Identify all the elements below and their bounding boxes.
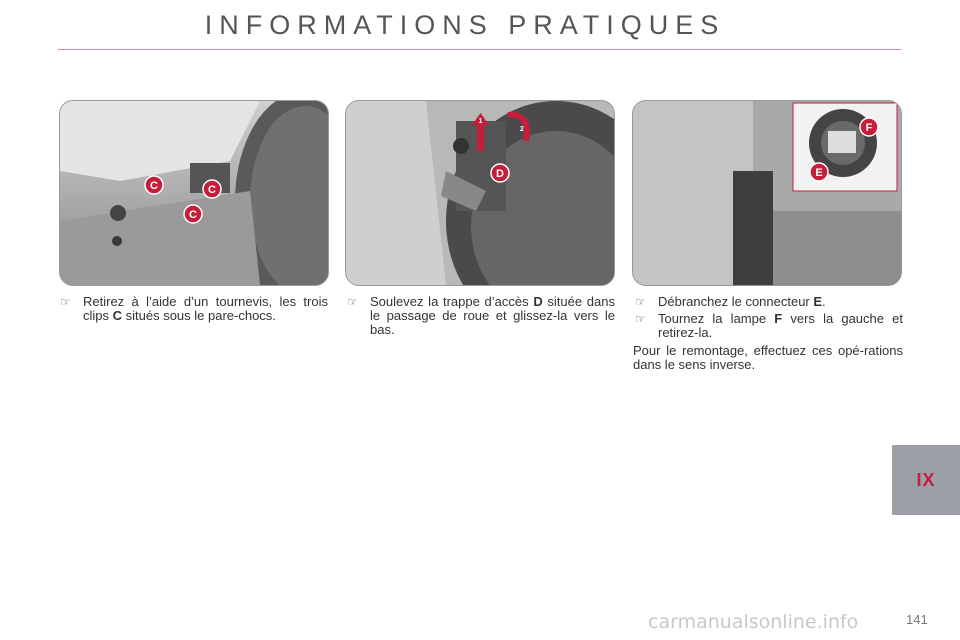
instructions-column-2 [345,295,615,340]
pointing-hand-icon: ☞ [347,295,358,309]
pointing-hand-icon: ☞ [635,312,646,326]
arrow-1-label: 1 [478,118,483,125]
pointing-hand-icon: ☞ [635,295,646,309]
chapter-label: IX [916,469,936,490]
chapter-tab [892,445,960,515]
callout-c-2: C [208,184,216,196]
instructions-column-1 [58,295,328,326]
title-divider [58,49,901,50]
photo-bumper-clips [59,100,329,286]
callout-e: E [815,167,823,179]
callout-d: D [496,168,504,180]
photo-wheel-arch-hatch [345,100,615,286]
instructions-column-3 [633,295,903,372]
pointing-hand-icon: ☞ [60,295,71,309]
step-turn-lamp: ☞ Tournez la lampe F vers la gauche et retirez-la. [635,311,903,340]
step-lift-hatch: ☞ Soulevez la trappe d’accès D située dans le passage de roue et glissez-la vers le bas. [347,294,615,337]
page-number: 141 [906,612,928,627]
callout-f: F [865,122,873,134]
reassembly-note: Pour le remontage, effectuez ces opé-rations dans le sens inverse. [633,343,903,372]
step-remove-clips: ☞ Retirez à l’aide d’un tournevis, les trois clips C situés sous le pare-chocs. [60,294,328,323]
page-title: INFORMATIONS PRATIQUES [204,10,726,40]
watermark: carmanualsonline.info [648,611,859,633]
callout-c-1: C [150,180,158,192]
callout-c-3: C [189,209,197,221]
arrow-2-label: 2 [520,126,524,133]
step-disconnect: ☞ Débranchez le connecteur E. [635,294,826,309]
photo-fog-lamp [632,100,902,286]
